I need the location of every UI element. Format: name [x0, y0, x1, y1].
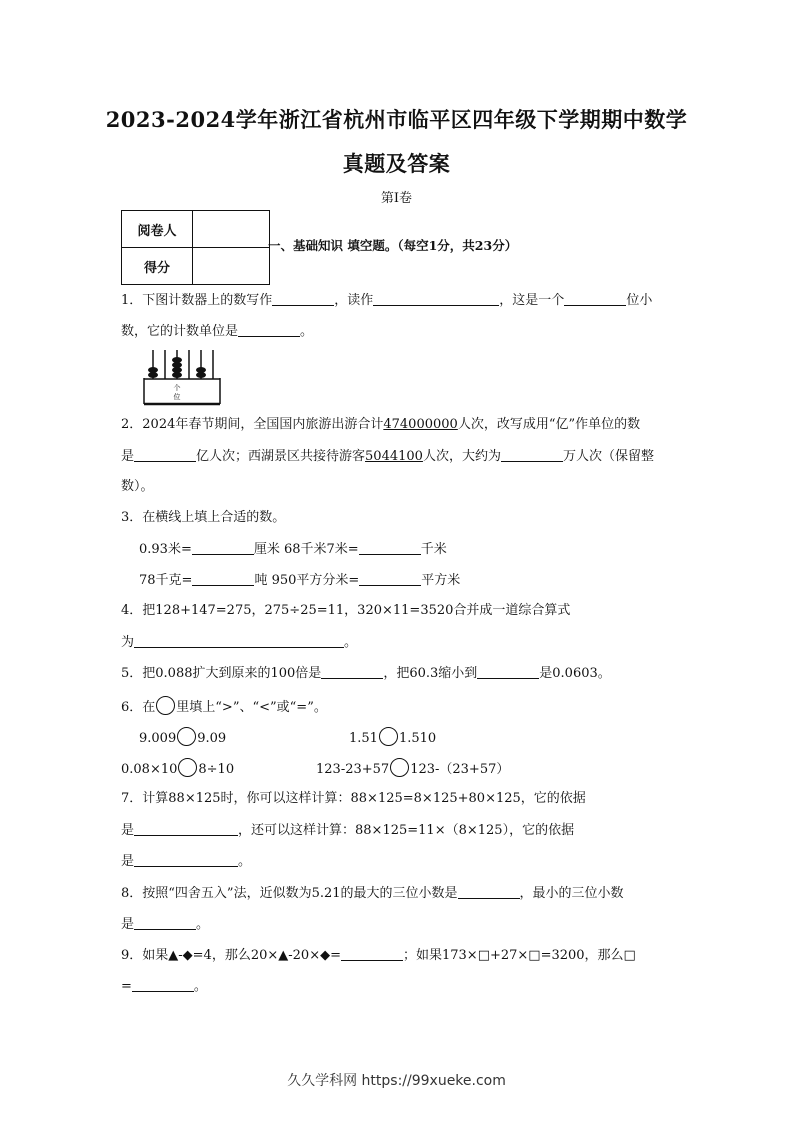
score-label: 得分 [122, 248, 193, 285]
answer-blank[interactable] [192, 540, 254, 555]
question-8: 8．按照“四舍五入”法，近似数为5.21的最大的三位小数是 ，最小的三位小数 [121, 886, 624, 901]
answer-blank[interactable] [458, 884, 520, 899]
question-8-cont: 是 。 [121, 917, 210, 932]
footer-watermark: 久久学科网 https://99xueke.com [287, 1073, 506, 1089]
compare-circle [156, 696, 175, 715]
question-9-cont: = 。 [121, 979, 207, 994]
question-2-end: 数）。 [121, 479, 154, 494]
answer-blank[interactable] [359, 571, 421, 586]
document-title: 2023-2024学年浙江省杭州市临平区四年级下学期期中数学 [105, 107, 688, 132]
reviewer-cell [193, 211, 270, 248]
answer-blank[interactable] [192, 571, 254, 586]
answer-blank[interactable] [272, 291, 334, 306]
volume-label: 第Ⅰ卷 [380, 191, 413, 206]
question-1-cont: 数，它的计数单位是 。 [121, 324, 314, 339]
question-7: 7．计算88×125时，你可以这样计算：88×125=8×125+80×125，它的依据 [121, 791, 586, 806]
compare-circle[interactable] [390, 758, 409, 777]
answer-blank[interactable] [134, 821, 238, 836]
answer-blank[interactable] [134, 915, 196, 930]
question-3-row2: 78千克= 吨 950平方分米= 平方米 [139, 573, 461, 588]
question-2-cont: 是 亿人次；西湖景区共接待游客5044100人次，大约为 万人次（保留整 [121, 449, 654, 464]
section1-heading: 一、基础知识 填空题。（每空1分，共23分） [268, 238, 518, 253]
question-3: 3．在横线上填上合适的数。 [121, 510, 286, 525]
answer-blank[interactable] [564, 291, 626, 306]
reviewer-label: 阅卷人 [122, 211, 193, 248]
answer-blank[interactable] [373, 291, 499, 306]
answer-blank[interactable] [134, 633, 344, 648]
question-4-cont: 为 。 [121, 635, 358, 650]
question-6-row1-left: 9.009 9.09 [139, 727, 226, 748]
question-4: 4．把128+147=275，275÷25=11，320×11=3520合并成一道综合算式 [121, 603, 571, 618]
question-5: 5．把0.088扩大到原来的100倍是 ，把60.3缩小到 是0.0603。 [121, 666, 611, 681]
document-title-line2: 真题及答案 [342, 151, 451, 176]
answer-blank[interactable] [501, 447, 563, 462]
question-6-row1-right: 1.51 1.510 [349, 727, 436, 748]
question-9: 9．如果▲-◆=4，那么20×▲-20×◆= ；如果173×□+27×□=3200，那么□ [121, 948, 636, 963]
question-2: 2．2024年春节期间，全国国内旅游出游合计474000000人次，改写成用“亿”作单位的数 [121, 417, 641, 432]
score-cell [193, 248, 270, 285]
compare-circle[interactable] [379, 727, 398, 746]
answer-blank[interactable] [132, 977, 194, 992]
answer-blank[interactable] [238, 322, 300, 337]
compare-circle[interactable] [177, 727, 196, 746]
answer-blank[interactable] [359, 540, 421, 555]
question-7-cont: 是 ，还可以这样计算：88×125=11×（8×125），它的依据 [121, 823, 575, 838]
question-6-row2-right: 123-23+57 123-（23+57） [316, 758, 509, 779]
score-table [121, 210, 270, 285]
answer-blank[interactable] [134, 447, 196, 462]
abacus-label-2: 位 [173, 393, 181, 401]
question-3-row1: 0.93米= 厘米 68千米7米= 千米 [139, 542, 447, 557]
question-7-end: 是 。 [121, 854, 252, 869]
abacus-label-1: 个 [173, 384, 181, 392]
answer-blank[interactable] [341, 946, 403, 961]
compare-circle[interactable] [178, 758, 197, 777]
counter-abacus-image [143, 348, 221, 408]
question-1: 1．下图计数器上的数写作 ，读作 ，这是一个 位小 [121, 293, 653, 308]
answer-blank[interactable] [134, 852, 238, 867]
question-6-row2-left: 0.08×10 8÷10 [121, 758, 234, 779]
question-6: 6．在 里填上“>”、“<”或“=”。 [121, 696, 327, 717]
answer-blank[interactable] [477, 664, 539, 679]
answer-blank[interactable] [321, 664, 383, 679]
